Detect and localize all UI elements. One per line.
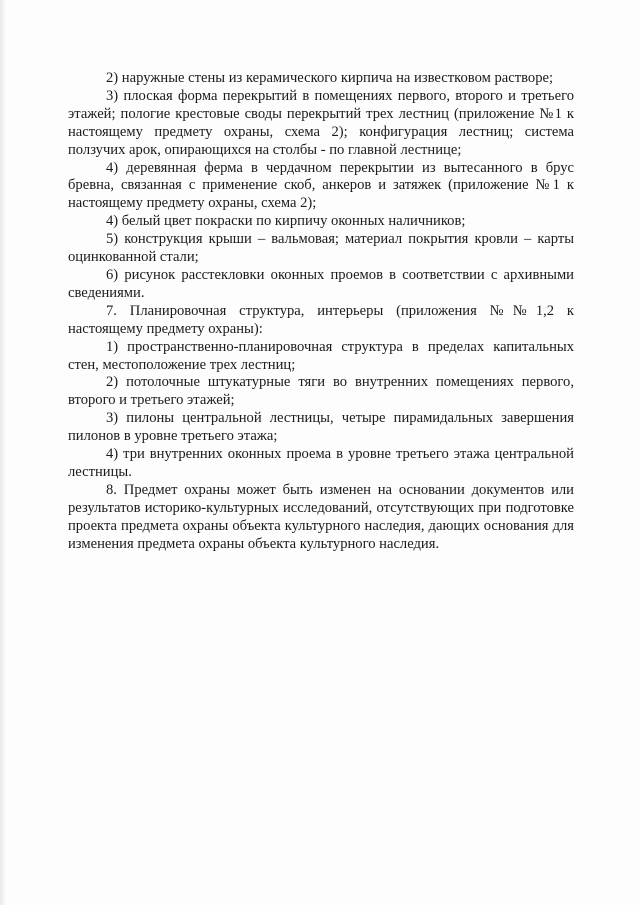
- paragraph-window-glazing: 6) рисунок расстекловки оконных проемов в соответствии с архивными сведениями.: [68, 266, 574, 301]
- paragraph-section-7-heading: 7. Планировочная структура, интерьеры (приложения №№1,2 к настоящему предмету охраны):: [68, 302, 574, 337]
- paragraph-staircase-pylons: 3) пилоны центральной лестницы, четыре пирамидальных завершения пилонов в уровне третьего этажа;: [68, 410, 574, 445]
- document-body: [68, 70, 574, 553]
- paragraph-exterior-walls: 2) наружные стены из керамического кирпича на известковом растворе;: [106, 70, 554, 86]
- paragraph-window-trim-color: 4) белый цвет покраски по кирпичу оконных наличников;: [106, 213, 466, 230]
- paragraph-attic-truss: 4) деревянная ферма в чердачном перекрытии из вытесанного в брус бревна, связанная с применение скоб, анкеров и затяжек (приложение №1 к настоящему предмету охраны, схема 2);: [68, 159, 574, 212]
- paragraph-section-8: 8. Предмет охраны может быть изменен на основании документов или результатов историко-культурных исследований, отсутствующих при подготовке проекта предмета охраны объекта культурного наследия, дающих основания для изменения предмета охраны объекта культурного наследия.: [68, 481, 574, 552]
- paragraph-roof-construction: 5) конструкция крыши – вальмовая; материал покрытия кровли – карты оцинкованной стали;: [68, 231, 574, 266]
- paragraph-floor-slabs-vaults: 3) плоская форма перекрытий в помещениях первого, второго и третьего этажей; пологие крестовые своды перекрытий трех лестниц (приложение №1 к настоящему предмету охраны, схема 2); конфигурация лестниц; система ползучих арок, опирающихся на столбы - по главной лестнице;: [68, 87, 574, 158]
- paragraph-interior-windows: 4) три внутренних оконных проема в уровне третьего этажа центральной лестницы.: [68, 446, 574, 480]
- paragraph-ceiling-moldings: 2) потолочные штукатурные тяги во внутренних помещениях первого, второго и третьего этажей;: [68, 374, 574, 409]
- paragraph-spatial-structure: 1) пространственно-планировочная структура в пределах капитальных стен, местоположение трех лестниц;: [68, 338, 574, 373]
